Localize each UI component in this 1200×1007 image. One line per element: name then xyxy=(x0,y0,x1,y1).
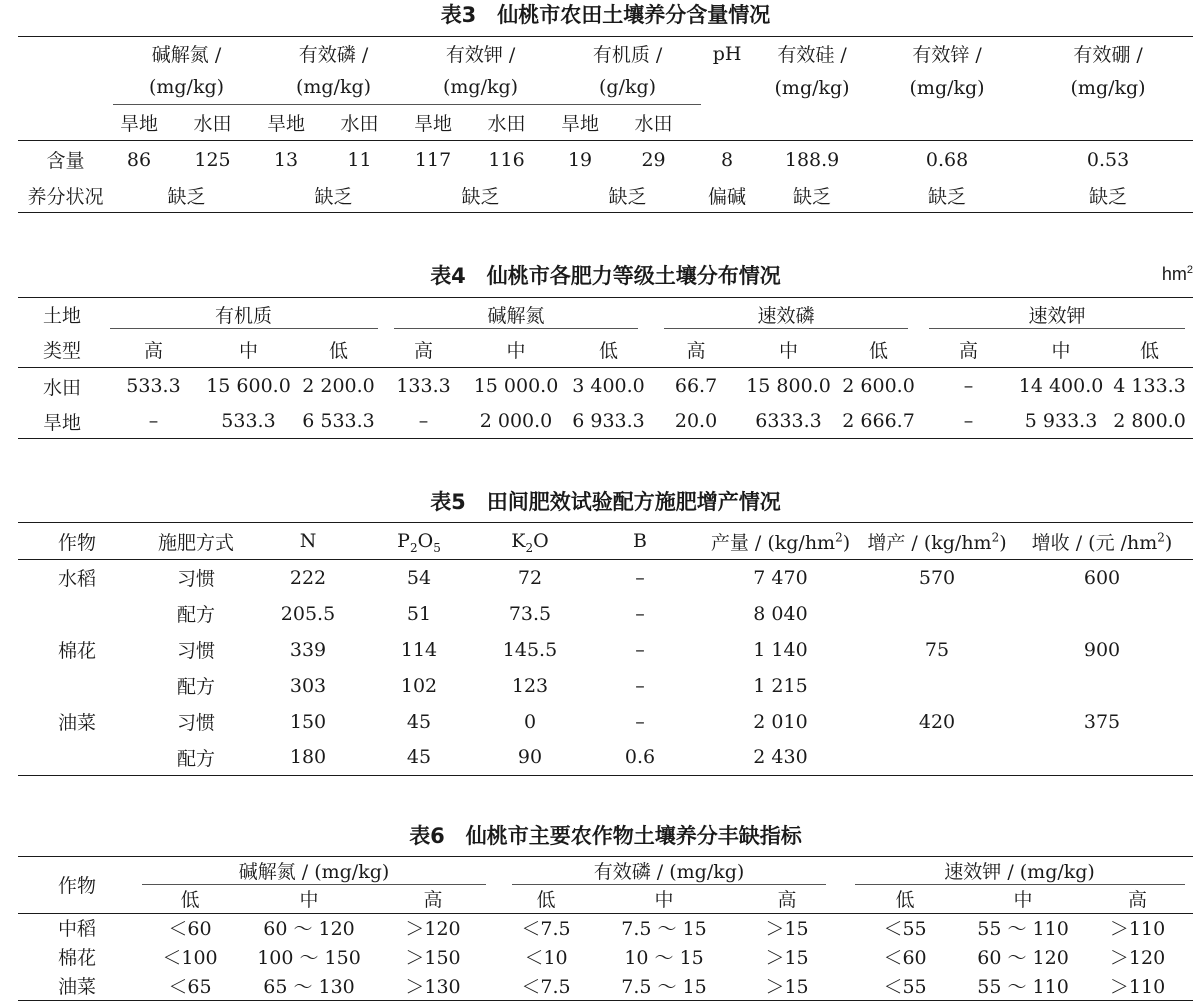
level-mid: 中 xyxy=(1016,332,1106,368)
table-cell: 90 xyxy=(478,740,582,776)
table-cell: 114 xyxy=(400,638,438,661)
table-cell: 180 xyxy=(256,740,360,776)
table-cell: ＜65 xyxy=(136,971,244,1000)
table-row xyxy=(18,913,1193,942)
header-group: 碱解氮 / (mg/kg) xyxy=(136,857,492,886)
table-cell: 55 ～ 110 xyxy=(977,918,1069,941)
level-high: 高 xyxy=(921,332,1016,368)
table-cell: – xyxy=(921,405,1016,439)
table-cell: 45 xyxy=(360,740,478,776)
header-p2o5: $P_2O_5$ xyxy=(360,523,478,560)
table-cell: 15 600.0 xyxy=(206,375,291,398)
header-type: 类型 xyxy=(18,332,106,368)
level-mid: 中 xyxy=(741,332,836,368)
level-mid: 中 xyxy=(600,885,728,913)
subheader-dry: 旱地 xyxy=(407,105,459,141)
table-cell: 偏碱 xyxy=(701,179,753,213)
header-group: 有效磷 / (mg/kg) xyxy=(492,857,846,886)
table-3 xyxy=(18,36,1193,213)
table-cell: 65 ～ 130 xyxy=(244,971,374,1000)
level-mid: 中 xyxy=(244,885,374,913)
table-5 xyxy=(18,522,1193,776)
header-crop: 作物 xyxy=(18,523,136,560)
table-6-caption: 表6 仙桃市主要农作物土壤养分丰缺指标 xyxy=(409,824,802,848)
subheader-dry: 旱地 xyxy=(113,105,165,141)
table-cell: 缺乏 xyxy=(407,179,554,213)
level-low: 低 xyxy=(136,885,244,913)
header-yield: 产量 / $(kg/hm^2)$ xyxy=(698,523,863,560)
table-cell: 533.3 xyxy=(201,405,296,439)
subheader-paddy: 水田 xyxy=(312,105,407,141)
table-row xyxy=(18,632,1193,668)
table-cell: 150 xyxy=(289,710,327,733)
table-cell: 123 xyxy=(511,674,549,697)
level-high: 高 xyxy=(651,332,741,368)
table-cell: 60 ～ 120 xyxy=(977,947,1069,969)
subheader-paddy: 水田 xyxy=(606,105,701,141)
table-cell: ＞15 xyxy=(728,971,846,1000)
table-cell: 习惯 xyxy=(176,568,215,591)
table-row xyxy=(18,971,1193,1000)
crop-name xyxy=(18,668,136,704)
crop-name xyxy=(18,596,136,632)
table-cell xyxy=(1011,596,1193,632)
subheader-paddy: 水田 xyxy=(165,105,260,141)
table-cell: 75 xyxy=(924,638,950,661)
table-cell: 13 xyxy=(273,148,299,171)
table-cell: 8 xyxy=(721,148,734,171)
table-cell xyxy=(863,668,1011,704)
table-5-caption: 表5 田间肥效试验配方施肥增产情况 xyxy=(430,490,781,514)
table-cell xyxy=(863,740,1011,776)
table-cell: 缺乏 xyxy=(871,179,1023,213)
level-high: 高 xyxy=(374,885,492,913)
table-cell: 14 400.0 xyxy=(1018,375,1104,398)
table-cell: 2 010 xyxy=(753,710,808,733)
table-cell: ＞130 xyxy=(374,971,492,1000)
table-cell: ＜100 xyxy=(162,947,218,969)
table-cell: 2 200.0 xyxy=(302,375,375,398)
table-cell: 0.68 xyxy=(925,148,969,171)
table-cell: 5 933.3 xyxy=(1016,405,1106,439)
table-cell: 6 533.3 xyxy=(296,405,381,439)
table-cell: – xyxy=(635,710,645,733)
table-cell: – xyxy=(635,638,645,661)
table-cell: 0.6 xyxy=(582,740,698,776)
table-cell: – xyxy=(963,375,974,398)
unit-si: (mg/kg) xyxy=(774,76,850,99)
level-low: 低 xyxy=(1106,332,1193,368)
table-row xyxy=(18,141,1193,179)
header-group: 速效钾 xyxy=(921,298,1193,332)
table-row xyxy=(18,596,1193,632)
table-cell: 303 xyxy=(289,674,327,697)
subheader-paddy: 水田 xyxy=(459,105,554,141)
table-cell: – xyxy=(635,674,645,697)
header-land: 土地 xyxy=(18,298,106,332)
table-cell: ＞110 xyxy=(1109,918,1166,941)
table-cell: 习惯 xyxy=(176,712,215,734)
table-cell: 100 ～ 150 xyxy=(257,947,361,969)
table-cell: 339 xyxy=(289,638,327,661)
table-cell: 600 xyxy=(1083,566,1121,589)
table-cell: – xyxy=(635,566,645,589)
header-income: 增收 / (元 $/hm^2$) xyxy=(1011,523,1193,560)
table-cell: 2 800.0 xyxy=(1106,405,1193,439)
table-cell: ＜7.5 xyxy=(492,971,600,1000)
table-cell: 45 xyxy=(406,710,432,733)
table-cell: 4 133.3 xyxy=(1113,375,1186,398)
table-cell: ＜55 xyxy=(883,918,927,941)
row-label: 旱地 xyxy=(18,405,106,439)
row-label: 水田 xyxy=(42,376,81,399)
table-cell: 116 xyxy=(488,148,525,171)
table-cell: 0 xyxy=(523,710,537,733)
header-available-b: 有效硼 / xyxy=(1023,37,1193,71)
level-high: 高 xyxy=(1082,885,1193,913)
table-cell: 188.9 xyxy=(784,148,840,171)
header-b: B xyxy=(582,523,698,560)
table-cell: 533.3 xyxy=(126,375,181,398)
table-4-caption: 表4 仙桃市各肥力等级土壤分布情况 xyxy=(430,264,781,288)
row-label: 养分状况 xyxy=(18,179,113,213)
header-ph: pH xyxy=(701,37,753,71)
level-mid: 中 xyxy=(201,332,296,368)
level-low: 低 xyxy=(296,332,381,368)
table-cell: ＜60 xyxy=(883,947,927,969)
table-4-unit: $hm^2$ xyxy=(1161,264,1193,284)
row-label: 含量 xyxy=(46,150,85,173)
table-cell: 222 xyxy=(289,566,327,589)
table-cell: 86 xyxy=(126,148,152,171)
table-cell: 51 xyxy=(406,602,432,625)
table-4 xyxy=(18,297,1193,439)
header-increase: 增产 / $(kg/hm^2)$ xyxy=(863,523,1011,560)
table-cell: 习惯 xyxy=(176,640,215,662)
table-cell xyxy=(863,596,1011,632)
table-cell: 72 xyxy=(517,566,543,589)
table-3-caption: 表3 仙桃市农田土壤养分含量情况 xyxy=(440,3,771,27)
table-row xyxy=(18,942,1193,971)
table-cell: 205.5 xyxy=(280,602,336,625)
level-low: 低 xyxy=(566,332,651,368)
unit-om: (g/kg) xyxy=(554,71,701,105)
table-cell: ＞120 xyxy=(1109,947,1166,969)
table-cell: 15 000.0 xyxy=(473,375,559,398)
table-cell: ＜7.5 xyxy=(521,918,571,941)
header-k2o: $K_2O$ xyxy=(478,523,582,560)
table-row xyxy=(18,560,1193,596)
table-cell: ＜60 xyxy=(168,918,212,941)
table-row xyxy=(18,368,1193,405)
header-crop: 作物 xyxy=(18,857,136,914)
table-cell: 2 000.0 xyxy=(466,405,566,439)
table-cell: 缺乏 xyxy=(1023,179,1193,213)
unit-p: (mg/kg) xyxy=(260,71,407,105)
table-cell: – xyxy=(381,405,466,439)
table-cell: ＜55 xyxy=(846,971,964,1000)
table-cell: 420 xyxy=(918,710,956,733)
table-row xyxy=(18,179,1193,213)
subheader-dry: 旱地 xyxy=(260,105,312,141)
table-row xyxy=(18,740,1193,776)
header-available-zn: 有效锌 / xyxy=(871,37,1023,71)
table-cell: 1 215 xyxy=(753,674,808,697)
table-cell: 2 430 xyxy=(698,740,863,776)
table-cell: 102 xyxy=(400,674,438,697)
table-6 xyxy=(18,856,1193,1001)
table-cell: 缺乏 xyxy=(554,179,701,213)
crop-name: 中稻 xyxy=(57,918,96,941)
level-low: 低 xyxy=(846,885,964,913)
table-cell: 54 xyxy=(406,566,432,589)
table-cell: 133.3 xyxy=(396,375,451,398)
table-cell: 1 140 xyxy=(753,638,808,661)
table-cell xyxy=(1011,668,1193,704)
header-method: 施肥方式 xyxy=(136,523,256,560)
table-cell: 7.5 ～ 15 xyxy=(600,971,728,1000)
crop-name: 棉花 xyxy=(57,640,96,662)
table-cell: 配方 xyxy=(176,604,215,626)
level-mid: 中 xyxy=(466,332,566,368)
table-cell: 19 xyxy=(567,148,593,171)
header-organic-matter: 有机质 / xyxy=(554,37,701,71)
unit-k: (mg/kg) xyxy=(407,71,554,105)
crop-name: 油菜 xyxy=(57,712,96,734)
header-group: 速效钾 / (mg/kg) xyxy=(846,857,1193,886)
table-cell: ＞15 xyxy=(765,947,809,969)
table-cell: 配方 xyxy=(176,676,215,698)
header-available-k: 有效钾 / xyxy=(407,37,554,71)
header-available-p: 有效磷 / xyxy=(260,37,407,71)
level-high: 高 xyxy=(381,332,466,368)
level-low: 低 xyxy=(492,885,600,913)
table-cell: 73.5 xyxy=(508,602,552,625)
table-cell: 145.5 xyxy=(502,638,558,661)
table-cell: 配方 xyxy=(136,740,256,776)
table-cell: 6333.3 xyxy=(741,405,836,439)
unit-zn: (mg/kg) xyxy=(909,76,985,99)
table-cell: 7.5 ～ 15 xyxy=(621,918,707,941)
table-cell: 0.53 xyxy=(1086,148,1130,171)
table-cell: – xyxy=(635,602,645,625)
unit-n: (mg/kg) xyxy=(113,71,260,105)
table-cell: ＜10 xyxy=(524,947,568,969)
table-cell: 125 xyxy=(194,148,231,171)
table-cell: ＞15 xyxy=(765,918,809,941)
table-cell xyxy=(1011,740,1193,776)
header-n: N xyxy=(256,523,360,560)
table-cell: 29 xyxy=(641,148,666,171)
header-group: 有机质 xyxy=(106,298,381,332)
table-row xyxy=(18,405,1193,439)
header-available-si: 有效硅 / xyxy=(753,37,871,71)
table-cell: 7 470 xyxy=(753,566,808,589)
table-cell: 60 ～ 120 xyxy=(263,918,355,941)
table-cell: 10 ～ 15 xyxy=(624,947,704,969)
header-group: 碱解氮 xyxy=(381,298,651,332)
table-cell: 3 400.0 xyxy=(572,375,645,398)
table-cell: 缺乏 xyxy=(113,179,260,213)
level-high: 高 xyxy=(728,885,846,913)
table-cell: 15 800.0 xyxy=(746,375,831,398)
table-cell: 缺乏 xyxy=(260,179,407,213)
table-cell: 8 040 xyxy=(753,602,808,625)
table-cell: ＞120 xyxy=(405,918,461,941)
table-row xyxy=(18,704,1193,740)
subheader-dry: 旱地 xyxy=(554,105,606,141)
header-group: 速效磷 xyxy=(651,298,921,332)
crop-name: 水稻 xyxy=(57,568,96,591)
crop-name xyxy=(18,740,136,776)
level-low: 低 xyxy=(836,332,921,368)
table-cell: 117 xyxy=(414,148,452,171)
table-cell: 55 ～ 110 xyxy=(964,971,1082,1000)
table-cell: ＞110 xyxy=(1082,971,1193,1000)
table-row xyxy=(18,668,1193,704)
table-cell: – xyxy=(106,405,201,439)
table-cell: 11 xyxy=(347,148,372,171)
level-mid: 中 xyxy=(964,885,1082,913)
table-cell: ＞150 xyxy=(405,947,461,969)
crop-name: 油菜 xyxy=(18,971,136,1000)
unit-b: (mg/kg) xyxy=(1070,76,1146,99)
table-cell: 2 666.7 xyxy=(836,405,921,439)
table-cell: 20.0 xyxy=(651,405,741,439)
table-cell: 缺乏 xyxy=(753,179,871,213)
header-alkali-n: 碱解氮 / xyxy=(113,37,260,71)
table-cell: 2 600.0 xyxy=(842,375,915,398)
table-cell: 6 933.3 xyxy=(566,405,651,439)
table-cell: 375 xyxy=(1083,710,1121,733)
table-cell: 66.7 xyxy=(674,375,718,398)
table-cell: 900 xyxy=(1083,638,1121,661)
table-cell: 570 xyxy=(918,566,956,589)
crop-name: 棉花 xyxy=(57,947,96,969)
level-high: 高 xyxy=(106,332,201,368)
